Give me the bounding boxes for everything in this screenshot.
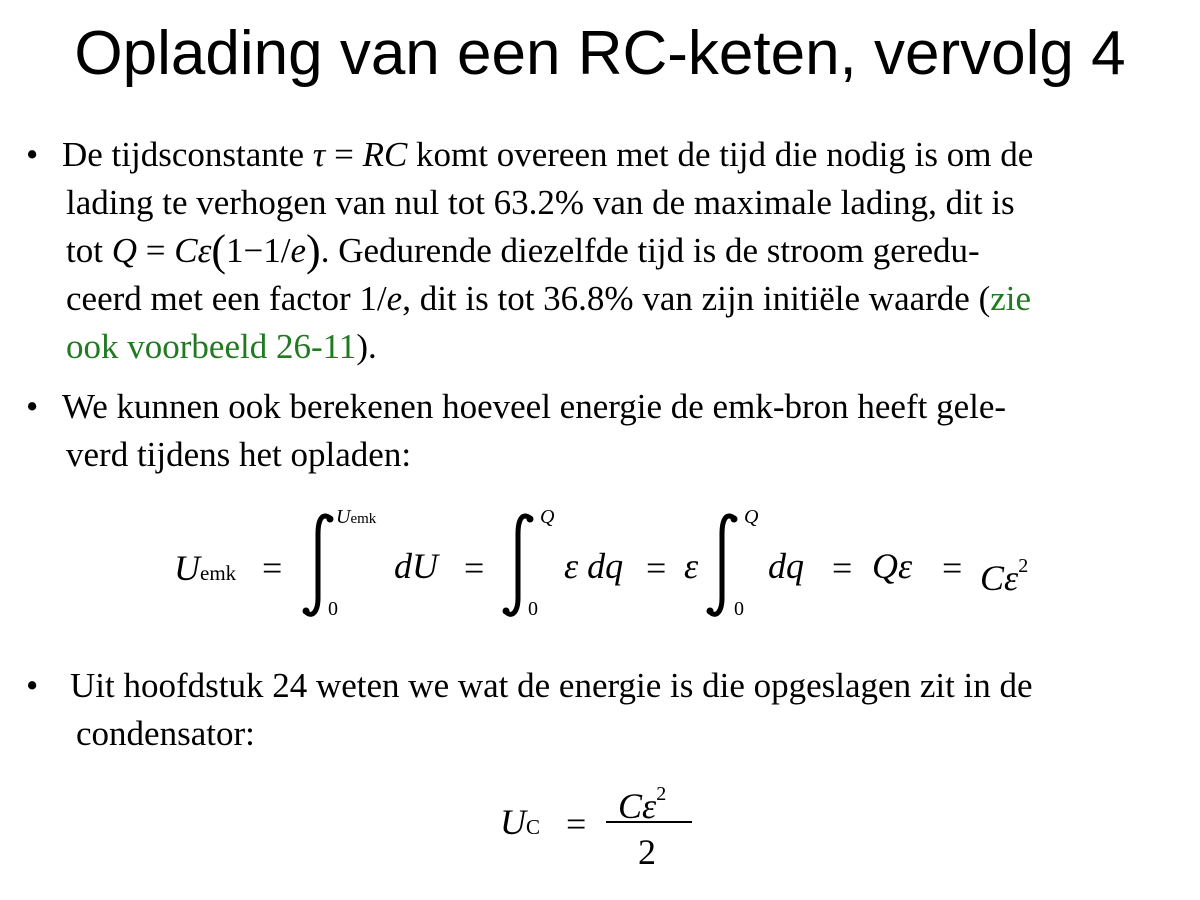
bullet-marker-2: • (26, 387, 39, 426)
text-segment: komt overeen met de tijd die nodig is om de (407, 135, 1034, 174)
formula-e: e (290, 231, 307, 270)
epsilon-factor: ε (684, 546, 699, 586)
text-segment: tot (66, 231, 112, 270)
integral-3-upper-limit: Q (744, 506, 759, 528)
bullet-1-line-2: lading te verhogen van nul tot 63.2% van de maximale lading, dit is (66, 183, 1015, 222)
rc-symbol: RC (362, 135, 408, 174)
bullet-marker-3: • (26, 666, 39, 705)
example-reference-link[interactable]: ook voorbeeld 26-11 (66, 327, 357, 366)
eq2-numerator: $C\varepsilon^2$ (618, 783, 667, 826)
formula-body: 1−1/ (226, 231, 291, 270)
bullet-3-line-2: condensator: (76, 714, 255, 753)
integral-2-upper-limit: Q (540, 506, 555, 528)
formula-equals: = (136, 231, 175, 270)
text-segment: = (325, 135, 363, 174)
eq1-equals-4: = (832, 548, 853, 588)
bullet-marker-1: • (26, 135, 39, 174)
integral-2-body: ε dq (564, 546, 624, 586)
eq1-equals-1: = (262, 548, 283, 588)
eq2-denominator: 2 (638, 832, 656, 872)
fraction-bar (606, 820, 694, 824)
e-symbol: e (386, 279, 403, 318)
text-segment: , dit is tot 36.8% van zijn initiële waarde ( (402, 279, 991, 318)
example-reference-link[interactable]: zie (990, 279, 1032, 318)
integral-3-lower-limit: 0 (734, 598, 744, 620)
text-segment: De tijdsconstante (62, 135, 313, 174)
eq1-term-q-epsilon: Qε (872, 546, 913, 586)
integral-1-lower-limit: 0 (328, 598, 338, 620)
eq1-equals-3: = (646, 548, 667, 588)
text-segment: . Gedurende diezelfde tijd is de stroom geredu- (320, 231, 980, 270)
text-segment: ceerd met een factor 1/ (66, 279, 387, 318)
formula-q: Q (111, 231, 137, 270)
formula-open-paren: ( (211, 226, 227, 275)
bullet-3-line-1: Uit hoofdstuk 24 weten we wat de energie is die opgeslagen zit in de (70, 666, 1033, 705)
integral-2-lower-limit: 0 (528, 598, 538, 620)
tau-symbol: τ (312, 135, 326, 174)
bullet-2-line-1: We kunnen ook berekenen hoeveel energie de emk-bron heeft gele- (62, 387, 1007, 426)
integral-3-body: dq (768, 546, 804, 586)
eq1-equals-2: = (464, 548, 485, 588)
eq1-lhs: Uemk (174, 548, 237, 588)
eq2-equals: = (566, 804, 587, 844)
integral-1-upper-limit: Uemk (336, 506, 377, 528)
eq2-lhs: UC (500, 802, 541, 842)
eq1-term-c-epsilon-squared: $C\varepsilon^2$ (980, 555, 1029, 598)
bullet-2-line-2: verd tijdens het opladen: (66, 435, 412, 474)
text-segment: ). (356, 327, 377, 366)
formula-c-epsilon: Cε (174, 231, 212, 270)
integral-1-body: dU (394, 546, 438, 586)
eq1-equals-5: = (942, 548, 963, 588)
slide-title: Oplading van een RC-keten, vervolg 4 (74, 19, 1126, 88)
formula-close-paren: ) (306, 226, 321, 275)
